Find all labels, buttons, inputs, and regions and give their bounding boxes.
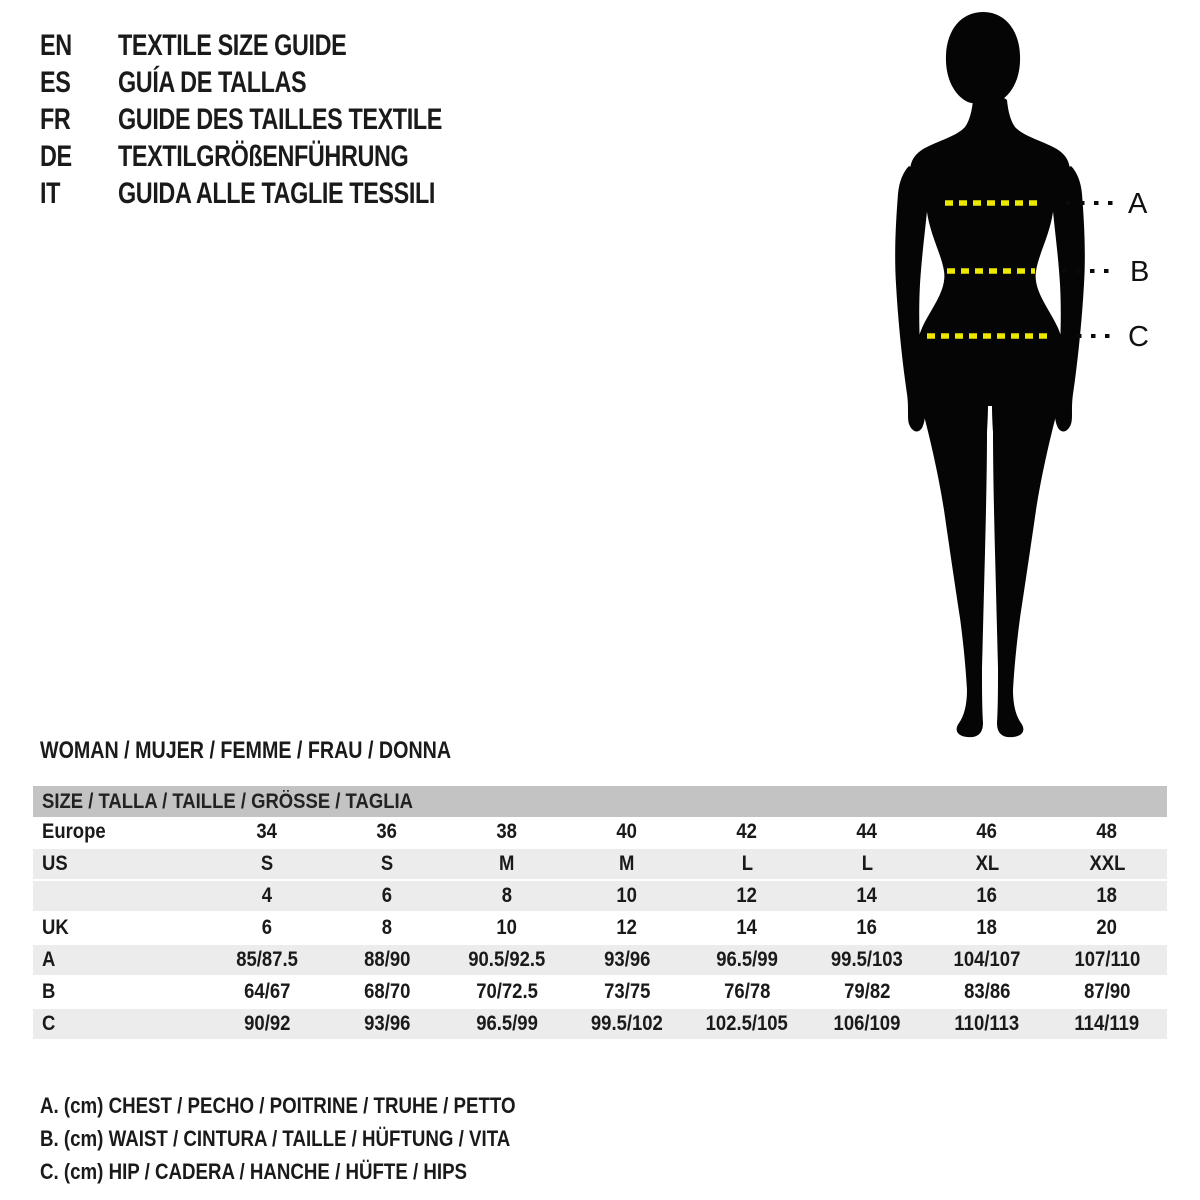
language-row (40, 175, 533, 212)
language-title: GUÍA DE TALLAS (118, 65, 307, 99)
size-cell: 44 (856, 820, 878, 843)
row-label: US (42, 852, 68, 875)
size-cell: 10 (496, 916, 518, 939)
silhouette-head (946, 12, 1020, 104)
woman-silhouette-svg (810, 0, 1170, 745)
size-cell: 8 (381, 916, 393, 939)
size-cell: 76/78 (723, 980, 771, 1003)
row-label: C (42, 1012, 56, 1035)
size-cell: 40 (616, 820, 638, 843)
size-cell: 93/96 (603, 948, 651, 971)
row-label: A (42, 948, 56, 971)
size-cell: 99.5/103 (831, 948, 903, 971)
size-cell: 96.5/99 (476, 1012, 538, 1035)
table-row-us (33, 849, 1167, 881)
language-row (40, 27, 533, 64)
size-cell: 8 (501, 884, 513, 907)
table-row-waist-b (33, 977, 1167, 1009)
legend-item-chest: A. (cm) CHEST / PECHO / POITRINE / TRUHE / PETTO (40, 1092, 516, 1118)
size-cell: 102.5/105 (705, 1012, 789, 1035)
size-cell: XL (975, 852, 999, 875)
language-title: GUIDE DES TAILLES TEXTILE (118, 102, 442, 136)
language-list (40, 27, 533, 212)
size-cell: 96.5/99 (716, 948, 778, 971)
language-title: TEXTILGRÖßENFÜHRUNG (118, 139, 409, 173)
row-label: UK (42, 916, 69, 939)
size-cell: 85/87.5 (236, 948, 298, 971)
size-cell: 42 (736, 820, 758, 843)
legend-item-hip: C. (cm) HIP / CADERA / HANCHE / HÜFTE / HIPS (40, 1158, 468, 1184)
language-row (40, 138, 533, 175)
silhouette-right-leg (992, 340, 1064, 737)
size-cell: 110/113 (954, 1012, 1020, 1035)
language-title: TEXTILE SIZE GUIDE (118, 28, 347, 62)
table-row-us-numeric (33, 881, 1167, 913)
size-cell: 90/92 (243, 1012, 291, 1035)
size-cell: 14 (736, 916, 758, 939)
language-row (40, 64, 533, 101)
language-code: ES (40, 65, 71, 99)
table-row-uk (33, 913, 1167, 945)
size-cell: 64/67 (243, 980, 291, 1003)
size-cell: 18 (1096, 884, 1118, 907)
size-cell: XXL (1089, 852, 1125, 875)
size-cell: 48 (1096, 820, 1118, 843)
table-row-chest-a (33, 945, 1167, 977)
size-cell: 12 (616, 916, 638, 939)
language-code: FR (40, 102, 71, 136)
silhouette-torso (910, 96, 1070, 406)
size-cell: 10 (616, 884, 638, 907)
language-row (40, 101, 533, 138)
measure-label-a: A (1128, 188, 1148, 220)
size-cell: 68/70 (363, 980, 411, 1003)
table-header: SIZE / TALLA / TAILLE / GRÖSSE / TAGLIA (33, 786, 1167, 817)
size-cell: 12 (736, 884, 758, 907)
size-cell: L (861, 852, 873, 875)
size-cell: 36 (376, 820, 398, 843)
language-code: IT (40, 176, 61, 210)
measurement-figure (810, 0, 1170, 745)
legend-item-waist: B. (cm) WAIST / CINTURA / TAILLE / HÜFTUNG / VITA (40, 1125, 511, 1151)
size-cell: 87/90 (1083, 980, 1131, 1003)
row-label (33, 884, 207, 908)
size-cell: 90.5/92.5 (468, 948, 546, 971)
size-cell: 106/109 (833, 1012, 901, 1035)
silhouette-left-leg (916, 340, 988, 737)
size-cell: 38 (496, 820, 518, 843)
table-row-hip-c (33, 1009, 1167, 1041)
size-cell: 20 (1096, 916, 1118, 939)
size-cell: 18 (976, 916, 998, 939)
size-cell: 79/82 (843, 980, 891, 1003)
size-cell: 107/110 (1074, 948, 1140, 971)
size-cell: 6 (261, 916, 273, 939)
row-label: B (42, 980, 56, 1003)
table-row-europe (33, 817, 1167, 849)
size-cell: 46 (976, 820, 998, 843)
size-table (33, 786, 1167, 1041)
size-cell: S (380, 852, 394, 875)
measure-legend (40, 1089, 599, 1188)
size-cell: 114/119 (1074, 1012, 1140, 1035)
row-label: Europe (42, 820, 106, 843)
size-cell: 104/107 (953, 948, 1021, 971)
size-cell: 34 (256, 820, 278, 843)
size-cell: S (260, 852, 274, 875)
size-cell: 16 (856, 916, 878, 939)
size-cell: 4 (261, 884, 273, 907)
size-cell: M (619, 852, 635, 875)
size-cell: 14 (856, 884, 878, 907)
section-heading: WOMAN / MUJER / FEMME / FRAU / DONNA (40, 737, 452, 764)
size-cell: 93/96 (363, 1012, 411, 1035)
language-code: EN (40, 28, 72, 62)
size-cell: 73/75 (603, 980, 651, 1003)
size-cell: M (499, 852, 515, 875)
size-cell: 99.5/102 (591, 1012, 663, 1035)
size-cell: 88/90 (363, 948, 411, 971)
language-title: GUIDA ALLE TAGLIE TESSILI (118, 176, 435, 210)
language-code: DE (40, 139, 72, 173)
size-cell: L (741, 852, 753, 875)
size-cell: 16 (976, 884, 998, 907)
size-cell: 6 (381, 884, 393, 907)
measure-label-b: B (1130, 256, 1150, 288)
measure-label-c: C (1128, 321, 1149, 353)
size-cell: 83/86 (963, 980, 1011, 1003)
size-cell: 70/72.5 (476, 980, 538, 1003)
